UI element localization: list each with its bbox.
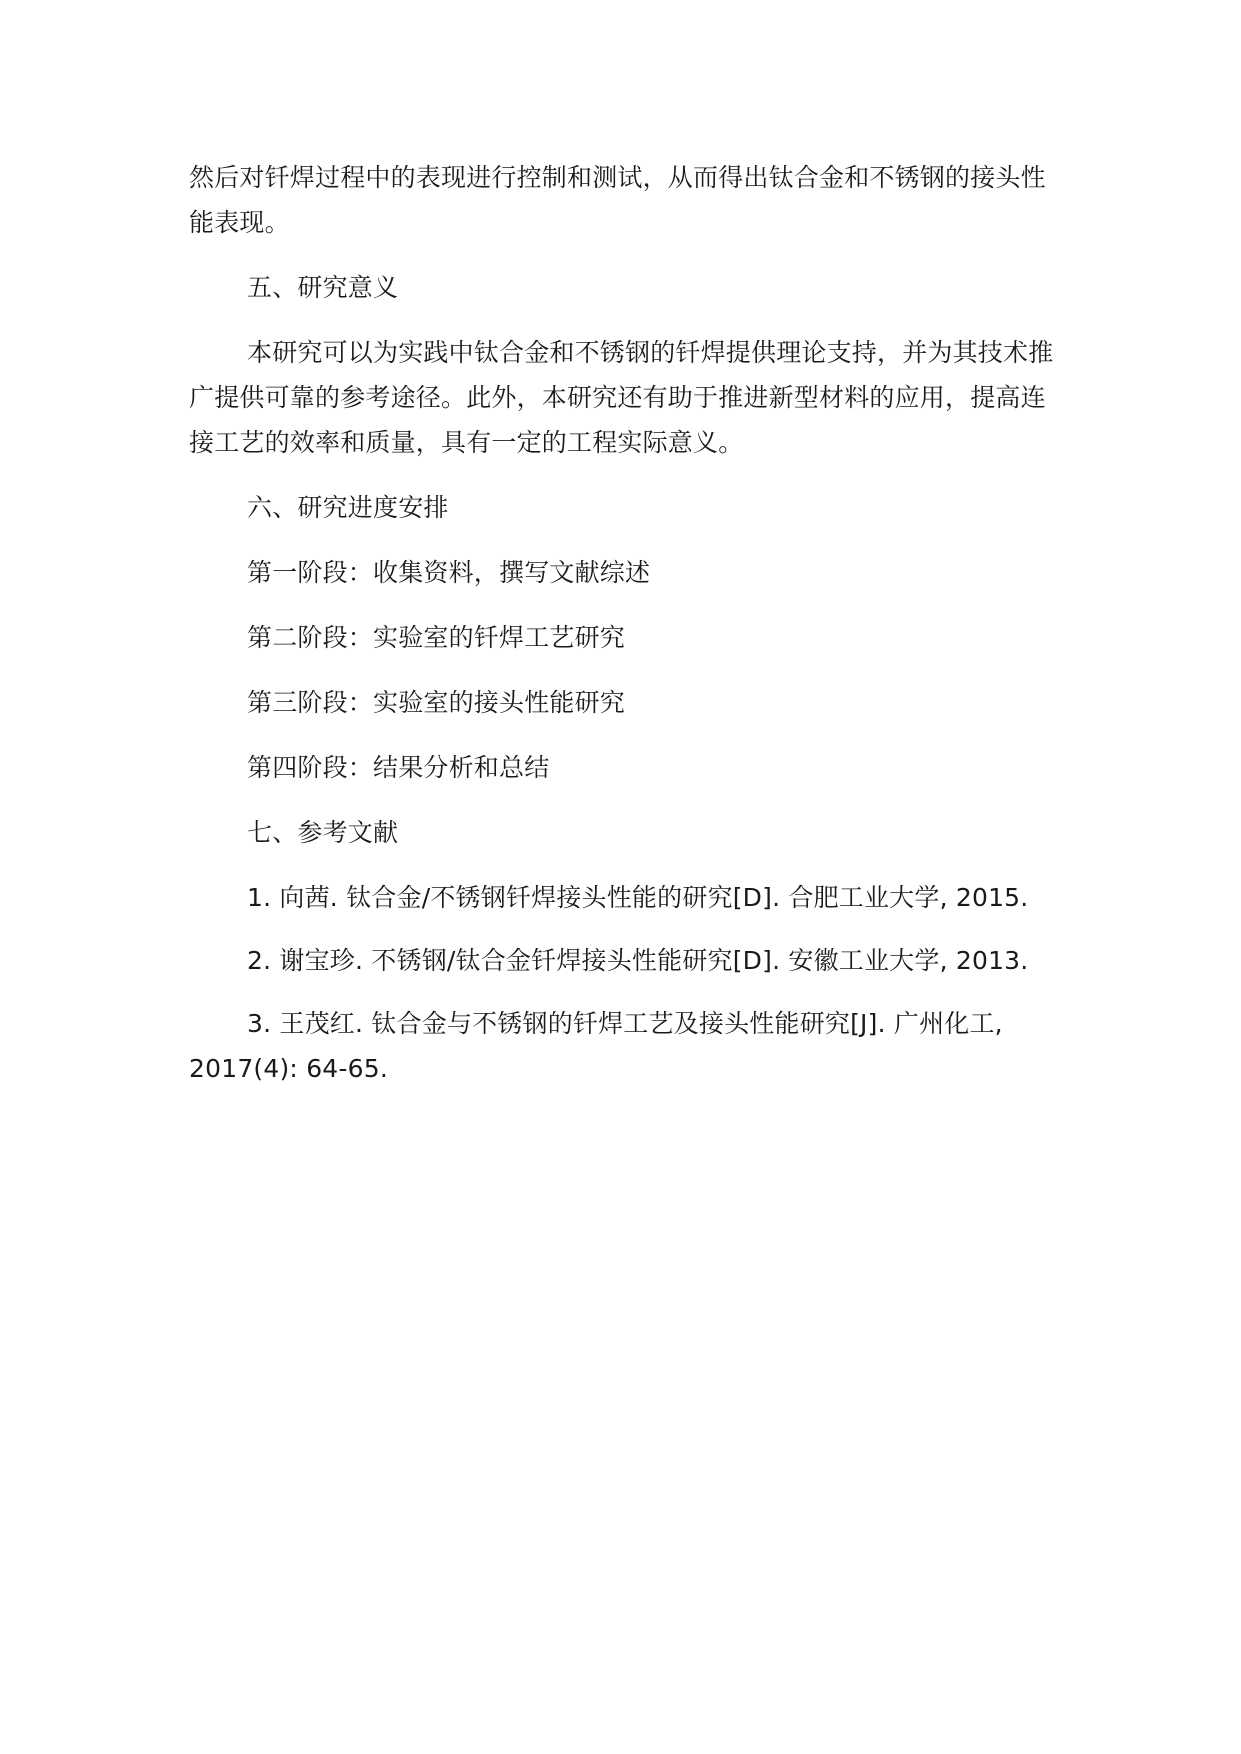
section-heading-research-significance: 五、研究意义 bbox=[247, 273, 399, 302]
schedule-stage-1: 第一阶段：收集资料，撰写文献综述 bbox=[247, 558, 651, 587]
schedule-stage-4: 第四阶段：结果分析和总结 bbox=[247, 753, 550, 782]
section-heading-schedule: 六、研究进度安排 bbox=[247, 493, 449, 522]
paragraph-research-significance: 本研究可以为实践中钛合金和不锈钢的钎焊提供理论支持，并为其技术推广提供可靠的参考途径。此外，本研究还有助于推进新型材料的应用，提高连接工艺的效率和质量，具有一定的工程实际意义。 bbox=[189, 338, 1054, 457]
schedule-stage-2: 第二阶段：实验室的钎焊工艺研究 bbox=[247, 623, 626, 652]
reference-item-1: 1. 向茜. 钛合金/不锈钢钎焊接头性能的研究[D]. 合肥工业大学, 2015. bbox=[247, 883, 1029, 912]
document-body bbox=[189, 155, 1069, 1109]
section-heading-references: 七、参考文献 bbox=[247, 818, 399, 847]
reference-item-2: 2. 谢宝珍. 不锈钢/钛合金钎焊接头性能研究[D]. 安徽工业大学, 2013. bbox=[247, 946, 1029, 975]
reference-item-3: 3. 王茂红. 钛合金与不锈钢的钎焊工艺及接头性能研究[J]. 广州化工, 2017(4): 64-65. bbox=[189, 1009, 1003, 1083]
paragraph-continuation: 然后对钎焊过程中的表现进行控制和测试，从而得出钛合金和不锈钢的接头性能表现。 bbox=[189, 163, 1046, 237]
schedule-stage-3: 第三阶段：实验室的接头性能研究 bbox=[247, 688, 626, 717]
